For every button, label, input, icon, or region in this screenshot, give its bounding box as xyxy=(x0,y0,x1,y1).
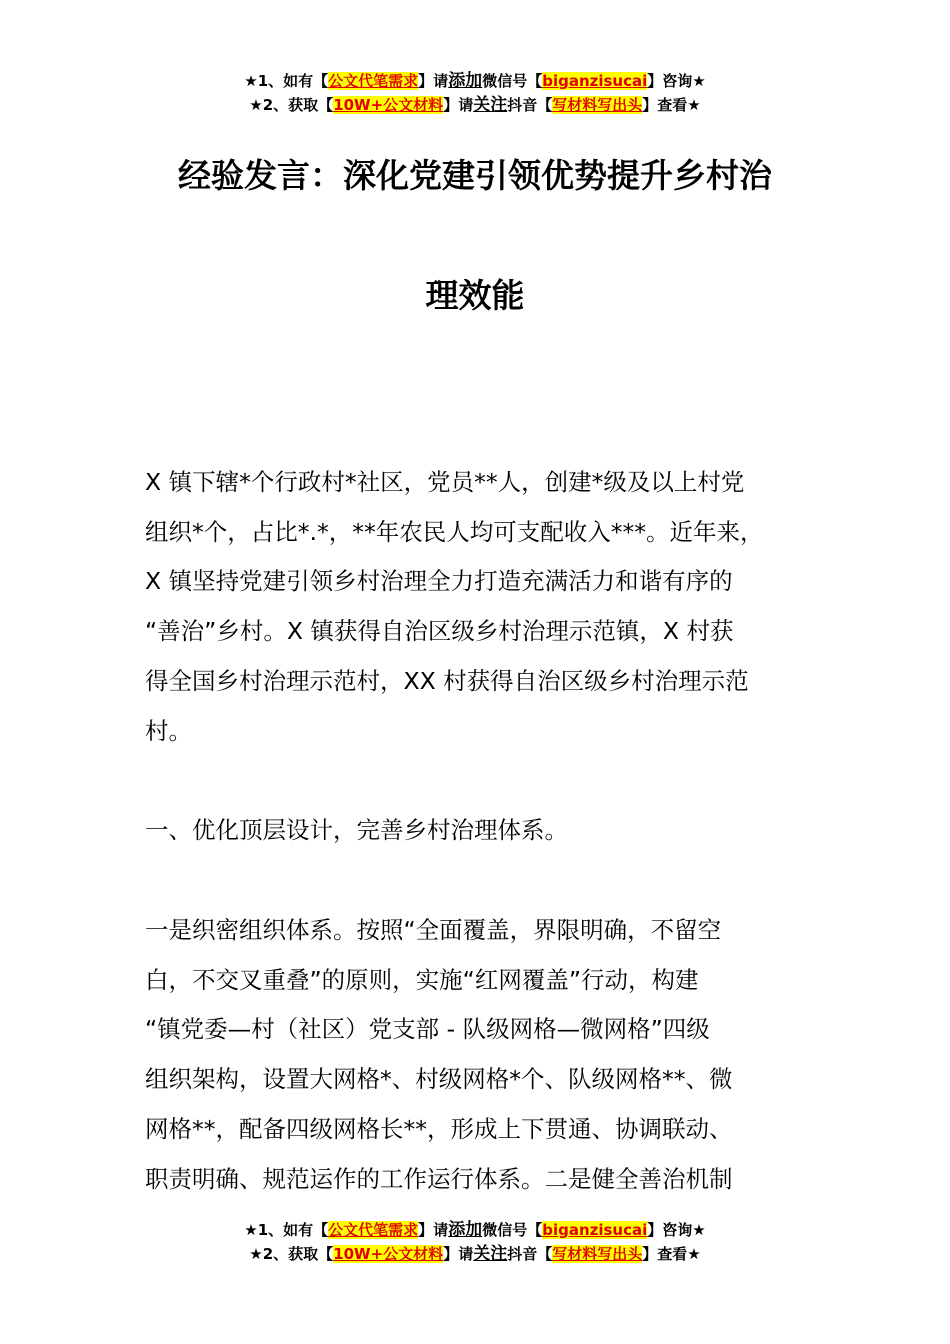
banner-highlight: 10W+公文材料 xyxy=(333,96,444,114)
banner-highlight: 公文代笔需求 xyxy=(328,1221,419,1239)
banner-wechat-id: biganzisucai xyxy=(542,72,648,90)
banner-text: 】请 xyxy=(418,1221,449,1239)
banner-emphasis: 添加 xyxy=(448,1220,483,1240)
banner-text: 】请 xyxy=(443,96,474,114)
banner-emphasis: 添加 xyxy=(448,71,483,91)
section-heading: 一、优化顶层设计，完善乡村治理体系。 xyxy=(145,816,568,844)
banner-text: 微信号【 xyxy=(482,72,543,90)
paragraph-line: 白，不交叉重叠”的原则，实施“红网覆盖”行动，构建 xyxy=(145,966,699,994)
paragraph-line: 职责明确、规范运作的工作运行体系。二是健全善治机制 xyxy=(145,1165,733,1193)
banner-text: ★2、获取【 xyxy=(249,96,334,114)
paragraph-line: 网格**，配备四级网格长**，形成上下贯通、协调联动、 xyxy=(145,1115,733,1143)
banner-highlight: 10W+公文材料 xyxy=(333,1245,444,1263)
banner-text: 抖音【 xyxy=(507,1245,553,1263)
paragraph-line: 得全国乡村治理示范村，XX 村获得自治区级乡村治理示范 xyxy=(145,667,749,695)
paragraph-line: X 镇坚持党建引领乡村治理全力打造充满活力和谐有序的 xyxy=(145,567,733,595)
document-title-line-1: 经验发言：深化党建引领优势提升乡村治 xyxy=(178,156,772,195)
banner-text: ★1、如有【 xyxy=(244,1221,329,1239)
paragraph-line: 村。 xyxy=(145,717,192,745)
banner-text: ★2、获取【 xyxy=(249,1245,334,1263)
banner-text: 】咨询★ xyxy=(647,1221,706,1239)
footer-banner-line-1 xyxy=(0,1218,950,1242)
banner-text: 】请 xyxy=(443,1245,474,1263)
paragraph-line: 组织*个，占比*.*，**年农民人均可支配收入***。近年来， xyxy=(145,518,764,546)
paragraph-line: X 镇下辖*个行政村*社区，党员**人，创建*级及以上村党 xyxy=(145,468,745,496)
header-banner-line-2 xyxy=(0,93,950,117)
header-banner-line-1 xyxy=(0,69,950,93)
banner-emphasis: 关注 xyxy=(473,95,508,115)
banner-douyin-id: 写材料写出头 xyxy=(552,1245,643,1263)
banner-text: ★1、如有【 xyxy=(244,72,329,90)
paragraph-line: “善治”乡村。X 镇获得自治区级乡村治理示范镇，X 村获 xyxy=(145,617,734,645)
banner-text: 】查看★ xyxy=(642,1245,701,1263)
banner-text: 抖音【 xyxy=(507,96,553,114)
banner-text: 】咨询★ xyxy=(647,72,706,90)
paragraph-line: “镇党委—村（社区）党支部 - 队级网格—微网格”四级 xyxy=(145,1015,710,1043)
banner-text: 】请 xyxy=(418,72,449,90)
banner-highlight: 公文代笔需求 xyxy=(328,72,419,90)
document-title-line-2: 理效能 xyxy=(425,276,525,315)
banner-text: 】查看★ xyxy=(642,96,701,114)
paragraph-line: 一是织密组织体系。按照“全面覆盖，界限明确，不留空 xyxy=(145,916,722,944)
banner-douyin-id: 写材料写出头 xyxy=(552,96,643,114)
footer-banner-line-2 xyxy=(0,1242,950,1266)
paragraph-line: 组织架构，设置大网格*、村级网格*个、队级网格**、微 xyxy=(145,1065,733,1093)
banner-wechat-id: biganzisucai xyxy=(542,1221,648,1239)
banner-text: 微信号【 xyxy=(482,1221,543,1239)
banner-emphasis: 关注 xyxy=(473,1244,508,1264)
